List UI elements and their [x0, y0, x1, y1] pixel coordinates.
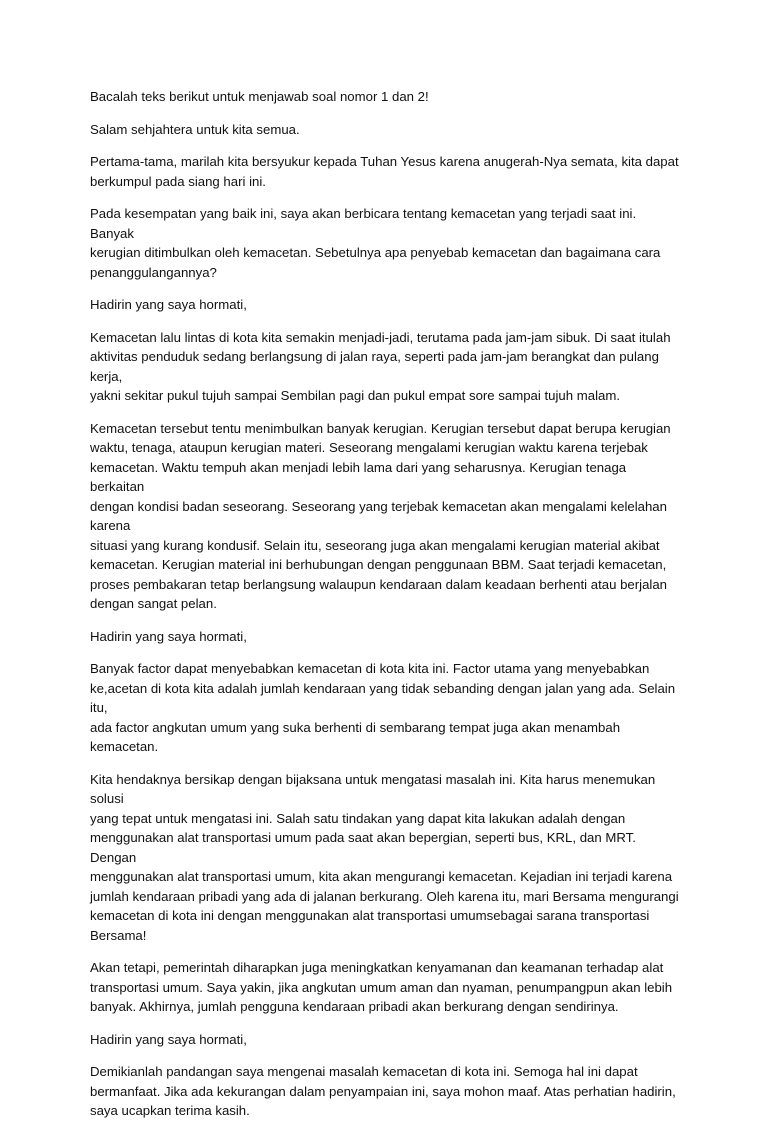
opening-paragraph: Pertama-tama, marilah kita bersyukur kepada Tuhan Yesus karena anugerah-Nya semata, kita dapat berkumpul pada siang hari ini.: [90, 154, 679, 189]
instruction-line: Bacalah teks berikut untuk menjawab soal nomor 1 dan 2!: [90, 89, 429, 104]
body-paragraph: Akan tetapi, pemerintah diharapkan juga meningkatkan kenyamanan dan keamanan terhadap alat transportasi umum. Saya yakin, jika angkutan umum aman dan nyaman, penumpangpun akan lebih banyak. Akhirnya, jumlah pengguna kendaraan pribadi akan berkurang dengan sendirinya.: [90, 960, 673, 1014]
body-paragraph: Kita hendaknya bersikap dengan bijaksana untuk mengatasi masalah ini. Kita harus menemukan solusi yang tepat untuk mengatasi ini. Salah satu tindakan yang dapat kita lakukan adalah dengan menggunakan alat transportasi umum pada saat akan bepergian, seperti bus, KRL, dan MRT. Dengan menggunakan alat transportasi umum, kita akan mengurangi kemacetan. Kejadian ini terjadi karena jumlah kendaraan pribadi yang ada di jalanan berkurang. Oleh karena itu, mari Bersama mengurangi kemacetan di kota ini dengan menggunakan alat transportasi umumsebagai sarana transportasi Bersama!: [90, 771, 679, 943]
audience-address: Hadirin yang saya hormati,: [90, 1031, 247, 1047]
body-paragraph: Kemacetan tersebut tentu menimbulkan banyak kerugian. Kerugian tersebut dapat berupa kerugian waktu, tenaga, ataupun kerugian materi. Seseorang mengalami kerugian waktu karena terjebak kemacetan. Waktu tempuh akan menjadi lebih lama dari yang seharusnya. Kerugian tenaga berkaitan dengan kondisi badan seseorang. Seseorang yang terjebak kemacetan akan mengalami kelelahan karena situasi yang kurang kondusif. Selain itu, seseorang juga akan mengalami kerugian material akibat kemacetan. Kerugian material ini berhubungan dengan penggunaan BBM. Saat terjadi kemacetan, proses pembakaran tetap berlangsung walaupun kendaraan dalam keadaan berhenti atau berjalan dengan sangat pelan.: [90, 420, 671, 611]
audience-address: Hadirin yang saya hormati,: [90, 628, 247, 644]
greeting-paragraph: Salam sehjahtera untuk kita semua.: [90, 121, 300, 137]
closing-paragraph: Demikianlah pandangan saya mengenai masalah kemacetan di kota ini. Semoga hal ini dapat bermanfaat. Jika ada kekurangan dalam penyampaian ini, saya mohon maaf. Atas perhatian hadirin, saya ucapkan terima kasih.: [90, 1064, 676, 1118]
body-paragraph: Banyak factor dapat menyebabkan kemacetan di kota kita ini. Factor utama yang menyebabkan ke,acetan di kota kita adalah jumlah kendaraan yang tidak sebanding dengan jalan yang ada. Selain itu, ada factor angkutan umum yang suka berhenti di sembarang tempat juga akan menambah kemacetan.: [90, 661, 676, 754]
topic-paragraph: Pada kesempatan yang baik ini, saya akan berbicara tentang kemacetan yang terjadi saat ini. Banyak kerugian ditimbulkan oleh kemacetan. Sebetulnya apa penyebab kemacetan dan bagaimana cara penanggulangannya?: [90, 206, 661, 280]
audience-address: Hadirin yang saya hormati,: [90, 297, 247, 312]
body-paragraph: Kemacetan lalu lintas di kota kita semakin menjadi-jadi, terutama pada jam-jam sibuk. Di saat itulah aktivitas penduduk sedang berlangsung di jalan raya, seperti pada jam-jam berangkat dan pulang kerja, yakni sekitar pukul tujuh sampai Sembilan pagi dan pukul empat sore sampai tujuh malam.: [90, 329, 671, 403]
document-page: [90, 87, 680, 1134]
